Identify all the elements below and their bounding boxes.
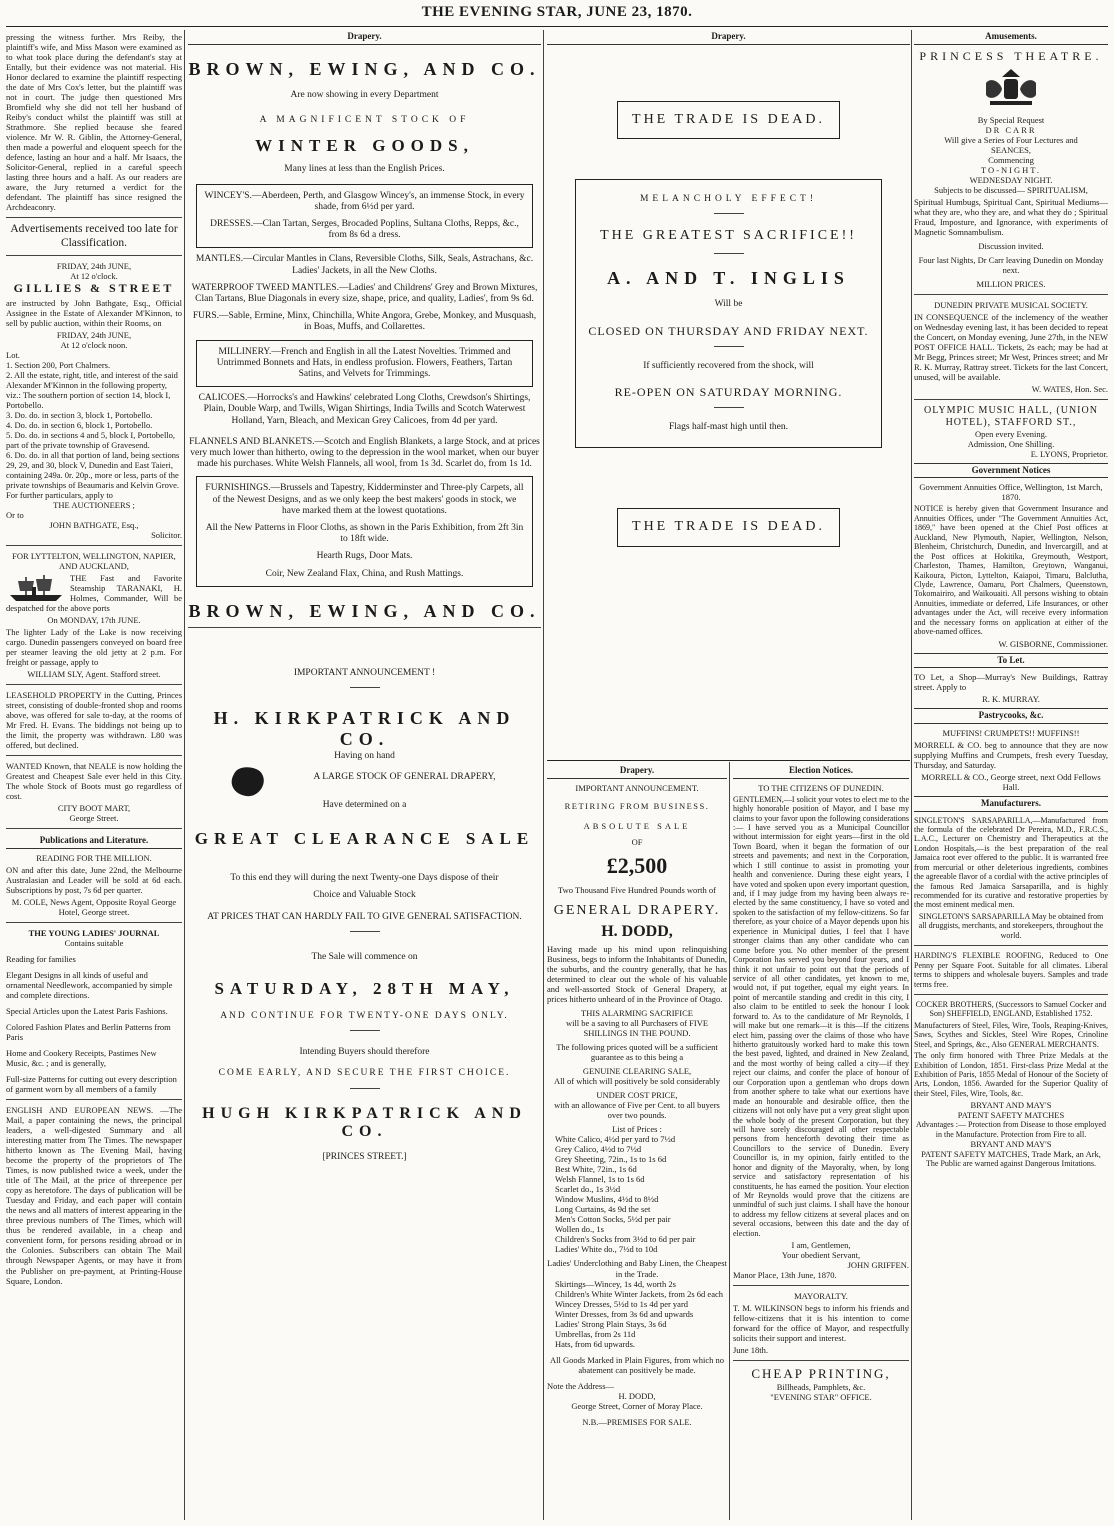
saving: will be a saving to all Purchasers of FIVE SHILLINGS IN THE POUND. [565, 1018, 709, 1039]
melancholy: MELANCHOLY EFFECT! [639, 194, 818, 205]
section-heading: Pastrycooks, &c. [914, 708, 1108, 724]
billheads: Billheads, Pamphlets, &c. [776, 1381, 866, 1392]
trade-dead-box-2 [617, 508, 840, 547]
divider [914, 294, 1108, 295]
gov-body: NOTICE is hereby given that Government Insurance and Annuities Offices, under "The Government Annuities Act, 1869," have been opened at the Chief Post offices at Auckland, New Plymouth, Napier, Wellington, Nelson, Blenheim, Christchurch, Dunedin, and Invercargill, and at the Post offices at Hokitika, Greymouth, Westport, Charleston, Thames, Hamilton, Greytown, Wanganui, Kaikoura, Picton, Lyttelton, Kaiapoi, Timaru, Balclutha, Clyde, Lawrence, Oamaru, Port Chalmers, Queenstown, Tokomairiro, and Waikouaiti. All persons wishing to obtain Annuities, immediate or deferred, Life Insurances, or other advantages under the Act, will receive every information and the necessary forms on application at either of the above-named offices. [914, 504, 1108, 637]
singleton-2: SINGLETON'S SARSAPARILLA May be obtained from all druggists, merchants, and storekeepers, throughout the world. [918, 911, 1104, 940]
divider [188, 627, 541, 628]
gisborne: W. GISBORNE, Commissioner. [998, 638, 1108, 649]
trade-dead-box [617, 101, 840, 140]
general-drapery: GENERAL DRAPERY. [553, 902, 721, 918]
lot-item: 3. Do. do. in section 3, block 1, Portobello. [6, 409, 153, 420]
section-rule [547, 760, 910, 761]
princes: [PRINCES STREET.] [322, 1152, 407, 1163]
journal-item: Reading for families [6, 954, 76, 965]
bryant: BRYANT AND MAY'S [970, 1100, 1052, 1111]
kirk-firm: H. KIRKPATRICK AND CO. [213, 708, 516, 750]
section-heading: Government Notices [914, 463, 1108, 479]
furnishings-box [196, 476, 533, 586]
short-rule [714, 253, 744, 254]
four-nights: Four last Nights, Dr Carr leaving Dunedin on Monday next. [918, 254, 1104, 275]
journal-item: Full-size Patterns for cutting out every description of garment worn by all members of a family [6, 1074, 177, 1095]
amount-words: Two Thousand Five Hundred Pounds worth of [558, 884, 716, 895]
price-item: Best White, 72in., 1s 6d [555, 1164, 637, 1175]
ship-heading: FOR LYTTELTON, WELLINGTON, NAPIER, AND AUCKLAND, [12, 550, 176, 571]
morrell-sign: MORRELL & CO., George street, next Odd Fellows Hall. [921, 771, 1101, 792]
short-rule [350, 1030, 380, 1031]
winter-goods: WINTER GOODS, [255, 136, 474, 156]
discussion: Discussion invited. [978, 240, 1044, 251]
section-heading: Election Notices. [733, 764, 909, 779]
recovered: If sufficiently recovered from the shock, will [643, 361, 814, 372]
will-be: Will be [714, 299, 743, 310]
inglis-firm: A. AND T. INGLIS [607, 267, 850, 288]
alarming: THIS ALARMING SACRIFICE [581, 1008, 693, 1019]
divider [914, 994, 1108, 995]
price-item: Scarlet do., 1s 3½d [555, 1184, 621, 1195]
wincey-box [196, 184, 533, 249]
leasehold: LEASEHOLD PROPERTY in the Cutting, Princes street, consisting of double-fronted shop and rooms above, was offered for sale to-day, at the rooms of Mr Fred. H. Evans. The biddings not being up to the limit, the property was withdrawn. L80 was offered, but declined. [6, 690, 182, 751]
section-heading: Manufacturers. [914, 796, 1108, 812]
wincey: WINCEY'S.—Aberdeen, Perth, and Glasgow Wincey's, an immense Stock, in every shade, from 6½d per yard. [204, 190, 525, 212]
divider [914, 945, 1108, 946]
divider [733, 1285, 909, 1286]
subjects-body: Spiritual Humbugs, Spiritual Cant, Spiritual Mediums—what they are, who they are, and what they do ; Spiritual Fraud, Imposture, and Ignorance, with experiments of Magnetic Somnambulism. [914, 196, 1108, 237]
lot-list [6, 360, 182, 490]
price-list-2 [547, 1279, 727, 1349]
divider [914, 399, 1108, 400]
lectures: Will give a Series of Four Lectures and [944, 134, 1078, 145]
murray: R. K. MURRAY. [982, 694, 1040, 705]
star-office: "EVENING STAR" OFFICE. [770, 1391, 872, 1402]
auction-date-2: FRIDAY, 24th JUNE, [56, 329, 132, 340]
section-heading: Drapery. [547, 764, 727, 779]
nb-premises: N.B.—PREMISES FOR SALE. [582, 1416, 692, 1427]
furnishings: FURNISHINGS.—Brussels and Tapestry, Kidderminster and Three-ply Carpets, all of the Newest Designs, and as we only keep the best makers' goods in stock, we have marked them at the lowest quotations. [205, 483, 524, 516]
ship-date: On MONDAY, 17th JUNE. [47, 615, 141, 626]
price-item: Ladies' White do., 7½d to 10d [555, 1244, 658, 1255]
divider [6, 922, 182, 923]
genuine: GENUINE CLEARING SALE, [582, 1066, 692, 1077]
allowance: with an allowance of Five per Cent. to all buyers over two pounds. [554, 1100, 720, 1121]
dr-carr: DR CARR [985, 124, 1037, 135]
column-3a [547, 764, 727, 1520]
price-item: Grey Calico, 4½d to 7½d [555, 1144, 642, 1155]
divider [6, 255, 182, 256]
underclothing: Ladies' Underclothing and Baby Linen, the Cheapest in the Trade. [547, 1258, 727, 1279]
or-to: Or to [6, 509, 24, 520]
dodd-body: Having made up his mind upon relinquishing Business, begs to inform the Inhabitants of Dunedin, the suburbs, and the country generally, that he has determined to clear out the whole of his valuable and well-assorted Stock of General Drapery, at prices hitherto unheard of in the Province of Otago. [547, 944, 727, 1005]
magnificent: A MAGNIFICENT STOCK OF [259, 115, 470, 126]
dodd-name-2: H. DODD, [618, 1390, 656, 1401]
firm-name-2: BROWN, EWING, AND CO. [188, 600, 541, 621]
musical-body: IN CONSEQUENCE of the inclemency of the weather on Wednesday evening last, it has been decided to repeat the Concert, on Monday evening, June 27th, in the NEW POST OFFICE HALL. Tickets, 2s each; may be had at Mr Begg, Princes street; Mr West, Princes street; and Mr R. K. Murray, Rattray street. Tickets for the last Concert, unused, will be available. [914, 312, 1108, 383]
auction-date: FRIDAY, 24th JUNE, [56, 261, 132, 272]
bryant-2: BRYANT AND MAY'S [970, 1139, 1052, 1150]
solicitor: Solicitor. [151, 529, 182, 540]
mantles-2: Ladies' Jackets, in all the New Cloths. [292, 265, 437, 276]
column-divider [543, 30, 544, 1520]
million-prices: MILLION PRICES. [976, 279, 1046, 289]
column-2 [188, 30, 541, 1520]
court-report: pressing the witness further. Mrs Reiby, the plaintiff's wife, and Miss Mason were examined as to what took place during the defendant's stay at Entally, but their evidence was not material. His Honor declared to examine the plaintiff respecting the date of Mrs Cox's letter, but the plaintiff was not in court. The judge then questioned Mrs Bromfield why she did not tell her husband of Reiby's conduct whilst the plaintiff was still at Strathmore. She replied because she feared violence. Mr W. R. Giblin, the Attorney-General, then made a powerful and eloquent speech for the defence, lasting an hour and a half. Mr Isaacs, the Solicitor-General, replied in a careful speech lasting three hours and a half. As our readers are aware, the Jury returned a verdict for the defendant. The plaintiff has since resigned the Archdeaconry. [6, 32, 182, 213]
lot-item: 2. All the estate, right, title, and interest of the said Alexander M'Kinnon in the following property, viz.: The southern portion of section 14, block I, Portobello. [6, 369, 178, 410]
divider [6, 545, 182, 546]
intro: Are now showing in every Department [290, 89, 439, 100]
section-heading: Publications and Literature. [6, 834, 182, 849]
to-let: TO Let, a Shop—Murray's New Buildings, Rattray street. Apply to [914, 672, 1108, 693]
sign-line: Your obedient Servant, [781, 1250, 861, 1261]
furnishings-2: All the New Patterns in Floor Cloths, as shown in the Paris Exhibition, from 2ft 3in to 18ft wide. [205, 522, 524, 545]
boot-mart: CITY BOOT MART, [57, 803, 131, 814]
kirk-having: Having on hand [334, 750, 395, 761]
royal-crest-icon [976, 67, 1046, 111]
short-rule [714, 213, 744, 214]
seances: SEANCES, [991, 144, 1031, 155]
price-item: Umbrellas, from 2s 11d [555, 1328, 636, 1339]
boot-mart-street: George Street. [69, 813, 119, 824]
masthead: THE EVENING STAR, JUNE 23, 1870. [421, 4, 693, 20]
millinery-box [196, 340, 533, 388]
price-list [547, 1134, 727, 1254]
journal-sub: Contains suitable [64, 938, 124, 949]
divider [6, 755, 182, 756]
retiring: RETIRING FROM BUSINESS. [564, 800, 710, 811]
price-item: Hats, from 6d upwards. [555, 1338, 636, 1349]
amount: £2,500 [606, 852, 668, 878]
of: OF [631, 836, 643, 847]
divider [6, 828, 182, 829]
journal-title: THE YOUNG LADIES' JOURNAL [28, 928, 160, 939]
column-divider [911, 30, 912, 1520]
manor-place: Manor Place, 13th June, 1870. [733, 1270, 837, 1281]
come-early: COME EARLY, AND SECURE THE FIRST CHOICE. [218, 1068, 511, 1079]
lot-item: 4. Do. do. in section 6, block 1, Portobello. [6, 419, 153, 430]
auction-apply: For further particulars, apply to [6, 489, 113, 500]
lot-item: 5. Do. do. in sections 4 and 5, block I, Portobello, part of the private township of Gravesend. [6, 429, 176, 450]
auction-time-2: At 12 o'clock noon. [60, 339, 128, 350]
kirk-determined: Have determined on a [322, 799, 407, 810]
cocker-body-2: The only firm honored with Three Prize Medals at the Exhibition of London, 1851. First-class Prize Medal at the Exhibition of Paris, 1855 Medal of Honour of the Society of Arts, London, 1856. Awarded for the Superior Quality of their Steel, Files, Wire, Tools, &c. [914, 1051, 1108, 1098]
admission: Admission, One Shilling. [967, 438, 1055, 449]
section-heading: Amusements. [914, 30, 1108, 45]
waterproof: WATERPROOF TWEED MANTLES.—Ladies' and Childrens' Grey and Brown Mixtures, Clan Tartans, Blue Diagonals in every size, shape, price, and quality, Ladies', from 9s 6d. [191, 282, 538, 304]
short-rule [714, 346, 744, 347]
divider [6, 684, 182, 685]
princess-theatre: PRINCESS THEATRE. [919, 48, 1103, 63]
greatest-sacrifice: THE GREATEST SACRIFICE!! [600, 228, 857, 244]
wates: W. WATES, Hon. Sec. [1031, 384, 1108, 395]
ship-agent: WILLIAM SLY, Agent. Stafford street. [27, 669, 161, 680]
inglis-box [575, 179, 882, 448]
twenty-one: To this end they will during the next Twenty-one Days dispose of their [230, 873, 499, 884]
saturday: SATURDAY, 28TH MAY, [214, 978, 515, 998]
column-3b [733, 764, 909, 1520]
continue: AND CONTINUE FOR TWENTY-ONE DAYS ONLY. [220, 1011, 509, 1021]
price-item: Skirtings—Wincey, 1s 4d, worth 2s [555, 1278, 676, 1289]
warned: The Public are warned against Dangerous Imitations. [926, 1159, 1096, 1169]
divider [6, 217, 182, 218]
morrell: MORRELL & CO. beg to announce that they are now supplying Muffins and Crumpets, fresh every Tuesday, Thursday, and Saturday. [914, 739, 1108, 770]
price-item: Children's White Winter Jackets, from 2s 6d each [555, 1288, 723, 1299]
lot-item: 1. Section 200, Port Chalmers. [6, 359, 111, 370]
journal-item: Home and Cookery Receipts, Pastimes New Music, &c. ; and is generally, [6, 1048, 157, 1069]
griffen-name: JOHN GRIFFEN. [847, 1260, 909, 1271]
auction-body: are instructed by John Bathgate, Esq., Official Assignee in the Estate of Alexander M'Kinnon, to sell by public auction, within their Rooms, on [6, 297, 182, 328]
gov-office: Government Annuities Office, Wellington, 1st March, 1870. [919, 482, 1103, 503]
list-label: List of Prices : [612, 1124, 662, 1135]
price-item: Welsh Flannel, 1s to 1s 6d [555, 1174, 645, 1185]
column-divider [184, 30, 185, 1520]
rugs: Hearth Rugs, Door Mats. [316, 551, 413, 562]
section-heading: To Let. [914, 653, 1108, 669]
auction-time: At 12 o'clock. [70, 271, 118, 282]
patent: PATENT SAFETY MATCHES [957, 1110, 1065, 1121]
price-item: Long Curtains, 4s 9d the set [555, 1204, 651, 1215]
subjects: Subjects to be discussed— SPIRITUALISM, [934, 184, 1088, 195]
lyons: E. LYONS, Proprietor. [1030, 448, 1108, 459]
patent-2: PATENT SAFETY MATCHES, Trade Mark, an Ark, [921, 1149, 1101, 1160]
inkblot-icon [228, 764, 268, 800]
reading-heading: READING FOR THE MILLION. [36, 852, 152, 863]
journal-item: Elegant Designs in all kinds of useful and ornamental Needlework, accompanied by simple and complete directions. [6, 970, 173, 1001]
all-which: All of which will positively be sold considerably [554, 1076, 720, 1087]
closed: CLOSED ON THURSDAY AND FRIDAY NEXT. [588, 324, 869, 339]
guarantee: The following prices quoted will be a sufficient guarantee as to this being a [556, 1042, 718, 1063]
short-rule [350, 1088, 380, 1089]
tonight: TO-NIGHT. [981, 164, 1041, 175]
price-item: Window Muslins, 4½d to 8½d [555, 1194, 659, 1205]
june-18: June 18th. [733, 1345, 768, 1356]
griffen-body: GENTLEMEN,—I solicit your votes to elect me to the highly honorable position of Mayor, and I base my claims to your favor upon the following considerations :— I have served you as a Municipal Councillor without intermission for eight years—first in the old Town Board, when it began the formation of our streets and pavements; and next in the Corporation, which I still continue to assist in promoting your health and convenience. During these eight years, I have voted and spoken upon every important question, and, if I may judge from my having been always re-elected by the same constituency, I have so voted and spoken to the satisfaction of my fellow-citizens. So far therefore, as your choice of a Mayor depends upon his experience in Municipal duties, I feel that I have stronger claims than any other candidate who can come before you. No other member of the present Corporation has served you beyond four years, and I think it not unfair to point out that the periods of service of all other candidates, yet known to me, would not, if put together, equal my eight years. In point of mercantile standing and credit in this city, I also claim to be entitled to seek the honour I look forward to. As to the candidature of Mr Reynolds, I will make but one remark—it is this—If the citizens elect him, passing over the claims of those who have hitherto gratuitously worked hard to make this town the best paved, lighted, and drained in New Zealand, and the most worthy of being called a city—if they reject our claims, and confer the place of honour of our Corporation upon a gentleman who drops down from another sphere to take what our exertions have made an honourable and desirable office, then the citizens will not only have put a very great slight upon the whole body of the present Corporation, but they will have sorely discouraged all other respectable persons from henceforth devoting their time as Councillors to the service of Dunedin. Every Councillor is, in my opinion, fairly entitled to the honor and dignity of the Mayoralty, when, by long service and satisfactory representation of his constituents, he has earned the position. Your election of Mr Reynolds would prove that the citizens are unmindful of such just claims. I shall have the honour to address my fellow citizens at several places and on several occasions, between this date and the day of election. [733, 794, 909, 1238]
ship-note: The lighter Lady of the Lake is now receiving cargo. Dunedin passengers conveyed on board free per steamer leaving the old jetty at 2 p.m. For freight or passage, apply to [6, 627, 182, 668]
price-item: Children's Socks from 3½d to 6d per pair [555, 1234, 696, 1245]
short-rule [350, 687, 380, 688]
ship-body: THE Fast and Favorite Steamship TARANAKI, H. Holmes, Commander, Will be despatched for the above ports [6, 573, 182, 614]
special-request: By Special Request [977, 114, 1045, 125]
sign-line: I am, Gentlemen, [791, 1240, 851, 1251]
wilkinson: T. M. WILKINSON begs to inform his friends and fellow-citizens that it is his intention to come forward for the office of Mayor, and respectfully solicits their support and interest. [733, 1303, 909, 1344]
english-news: ENGLISH AND EUROPEAN NEWS. —The Mail, a paper containing the news, the principal leaders, a well-digested Summary and all interesting matter from The Times. The newspaper hitherto known as The Evening Mail, having become the property of the proprietors of The Times, is now published twice a week, under the title of The Mail, at the price of threepence per copy as heretofore. The days of publication will be Tuesday and Friday, and each paper will contain the news and all matters of interest appearing in the three previous numbers of The Times, which will thus be rendered available, in a cheap and convenient form, for persons residing abroad or in the Colonies. Subscribers can obtain The Mail through Newspaper Agents, or may have it from the Publisher on pre-payment, at Printing-House Square, London. [6, 1105, 182, 1286]
open-evening: Open every Evening. [975, 428, 1047, 439]
bathgate: JOHN BATHGATE, Esq., [49, 519, 139, 530]
journal-item: Special Articles upon the Latest Paris Fashions. [6, 1006, 168, 1017]
under-cost: UNDER COST PRICE, [596, 1090, 678, 1101]
intending: Intending Buyers should therefore [299, 1047, 430, 1058]
short-rule [714, 407, 744, 408]
section-heading: Drapery. [547, 30, 910, 45]
masthead-rule [6, 26, 1108, 27]
choice: Choice and Valuable Stock [313, 890, 416, 901]
section-heading: Drapery. [188, 30, 541, 45]
late-heading: Advertisements received too late for Classification. [10, 223, 178, 249]
price-item: Wollen do., 1s [555, 1224, 604, 1235]
journal-item: Colored Fashion Plates and Berlin Patterns from Paris [6, 1022, 171, 1043]
flags: Flags half-mast high until then. [668, 421, 788, 432]
kirk-stock: A LARGE STOCK OF GENERAL DRAPERY, [313, 771, 496, 782]
flannels: FLANNELS AND BLANKETS.—Scotch and English Blankets, a large Stock, and at prices very much lower than hitherto, owing to the depression in the wool market, when our buyer made his purchases. White Welsh Flannels, all wool, from 1s 3d. Scarlet do, from 1s 1d. [189, 436, 540, 470]
corner: George Street, Corner of Moray Place. [571, 1400, 703, 1411]
short-rule [350, 931, 380, 932]
divider [733, 1360, 909, 1361]
lot-label: Lot. [6, 349, 20, 360]
singleton: SINGLETON'S SARSAPARILLA,—Manufactured from the formula of the celebrated Dr Pereira, M.D., F.R.C.S., L.A.C., Lecturer on Chemistry and Therapeutics at the London Hospitals,—is the best preparation of the real Jamaica root ever offered to the public. It is warranted free from mercurial or other deleterious ingredients, combines the agreeable flavor of a cordial with the active principles of the famous Red Jamaica Sarsaparilla, and is highly recommended for its curative and restorative properties by the most eminent medical men. [914, 815, 1108, 910]
great-sale: GREAT CLEARANCE SALE [194, 829, 535, 849]
column-divider [729, 762, 730, 1520]
dodd-name: H. DODD, [601, 923, 673, 941]
cole-agent: M. COLE, News Agent, Opposite Royal George Hotel, George street. [11, 897, 177, 918]
price-item: Wincey Dresses, 5½d to 1s 4d per yard [555, 1298, 689, 1309]
cocker: COCKER BROTHERS, (Successors to Samuel Cocker and Son) SHEFFIELD, ENGLAND, Established 1752. [915, 999, 1107, 1019]
steamship-icon [6, 573, 66, 603]
wednesday: WEDNESDAY NIGHT. [969, 174, 1053, 185]
olympic: OLYMPIC MUSIC HALL, (UNION HOTEL), STAFFORD ST., [924, 405, 1098, 428]
hugh-firm: HUGH KIRKPATRICK AND CO. [202, 1104, 527, 1141]
coir: Coir, New Zealand Flax, China, and Rush Mattings. [265, 568, 464, 579]
commencing: Commencing [988, 154, 1034, 165]
mantles: MANTLES.—Circular Mantles in Clans, Reversible Cloths, Silk, Seals, Astrachans, &c. [195, 254, 534, 265]
furs: FURS.—Sable, Ermine, Minx, Chinchilla, White Angora, Grebe, Monkey, and Musquash, in Boas, Muffs, and Collarettes. [192, 311, 537, 333]
trade-dead-2: THE TRADE IS DEAD. [632, 519, 825, 534]
harding: HARDING'S FLEXIBLE ROOFING, Reduced to One Penny per Square Foot. Suitable for all climates. Liberal terms to shippers and wholesale buyers. Samples and trade terms free. [914, 951, 1108, 989]
advantages: Advantages :— Protection from Disease to those employed in the Manufacture. Protection from Fire to all. [916, 1120, 1106, 1139]
trade-dead: THE TRADE IS DEAD. [632, 111, 825, 127]
column-4 [914, 30, 1108, 1520]
mayoralty: MAYORALTY. [794, 1291, 848, 1302]
column-1 [6, 30, 182, 1520]
address-label: Note the Address— [547, 1380, 615, 1391]
absolute: ABSOLUTE SALE [583, 820, 691, 831]
millinery: MILLINERY.—French and English in all the Latest Novelties. Trimmed and Untrimmed Bonnets and Hats, in endless profusion. Flowers, Feathers, Tartan Satins, and Velvets for Trimmings. [216, 346, 513, 379]
price-item: White Calico, 4½d per yard to 7½d [555, 1134, 676, 1145]
cocker-body: Manufacturers of Steel, Files, Wire, Tools, Reaping-Knives, Saws, Scythes and Sickles, Steel Wire Ropes, Crinoline Steel, and Springs, &c., Also GENERAL MERCHANTS. [914, 1020, 1108, 1049]
dodd-important: IMPORTANT ANNOUNCEMENT. [575, 782, 699, 793]
reopen: RE-OPEN ON SATURDAY MORNING. [614, 384, 843, 399]
musical-heading: DUNEDIN PRIVATE MUSICAL SOCIETY. [934, 300, 1088, 311]
reading-body: ON and after this date, June 22nd, the Melbourne Australasian and Leader will be sold at 6d each. Subscriptions by post, 7s 6d per quarter. [6, 864, 182, 895]
muffins: MUFFINS! CRUMPETS!! MUFFINS!! [942, 727, 1080, 738]
calicoes: CALICOES.—Horrocks's and Hawkins' celebrated Long Cloths, Crewdson's Shirtings, Plain, Double Warp, and Twills, Wigan Shirtings, India Twills and Scotch Waterwest Holland, Yarn, Bleach, and Mexican Grey Calicoes, from 4d per yard. [198, 393, 531, 426]
neale-ad: WANTED Known, that NEALE is now holding the Greatest and Cheapest Sale ever held in this City. The whole Stock of Boots must go regardless of cost. [6, 761, 182, 802]
prices-satisfaction: AT PRICES THAT CAN HARDLY FAIL TO GIVE GENERAL SATISFACTION. [207, 911, 522, 922]
firm-name: BROWN, EWING, AND CO. [188, 58, 541, 79]
price-item: Winter Dresses, from 3s 6d and upwards [555, 1308, 694, 1319]
price-item: Grey Sheeting, 72in., 1s to 1s 6d [555, 1154, 667, 1165]
commence: The Sale will commence on [311, 951, 418, 962]
plain-figures: All Goods Marked in Plain Figures, from which no abatement can positively be made. [550, 1354, 724, 1375]
column-3-top [547, 30, 910, 760]
winter-note: Many lines at less than the English Prices. [284, 164, 445, 175]
kirk-important: IMPORTANT ANNOUNCEMENT ! [293, 668, 436, 679]
auction-firm: GILLIES & STREET [13, 281, 175, 296]
cheap-printing: CHEAP PRINTING, [751, 1366, 891, 1382]
to-citizens: TO THE CITIZENS OF DUNEDIN. [758, 782, 884, 793]
dresses: DRESSES.—Clan Tartan, Serges, Brocaded Poplins, Sultana Cloths, Repps, &c., from 8s 6d a dress. [210, 218, 519, 241]
price-item: Ladies' Strong Plain Stays, 3s 6d [555, 1318, 667, 1329]
auctioneers: THE AUCTIONEERS ; [53, 499, 135, 510]
lot-item: 6. Do. do. in all that portion of land, being sections 29, 29, and 30, block V, Dunedin and East Taieri, containing 249a. 0r. 20p., more or less, parts of the private townships of Beaumaris and Kelvin Grove. [6, 449, 180, 490]
price-item: Men's Cotton Socks, 5½d per pair [555, 1214, 671, 1225]
divider [6, 1099, 182, 1100]
